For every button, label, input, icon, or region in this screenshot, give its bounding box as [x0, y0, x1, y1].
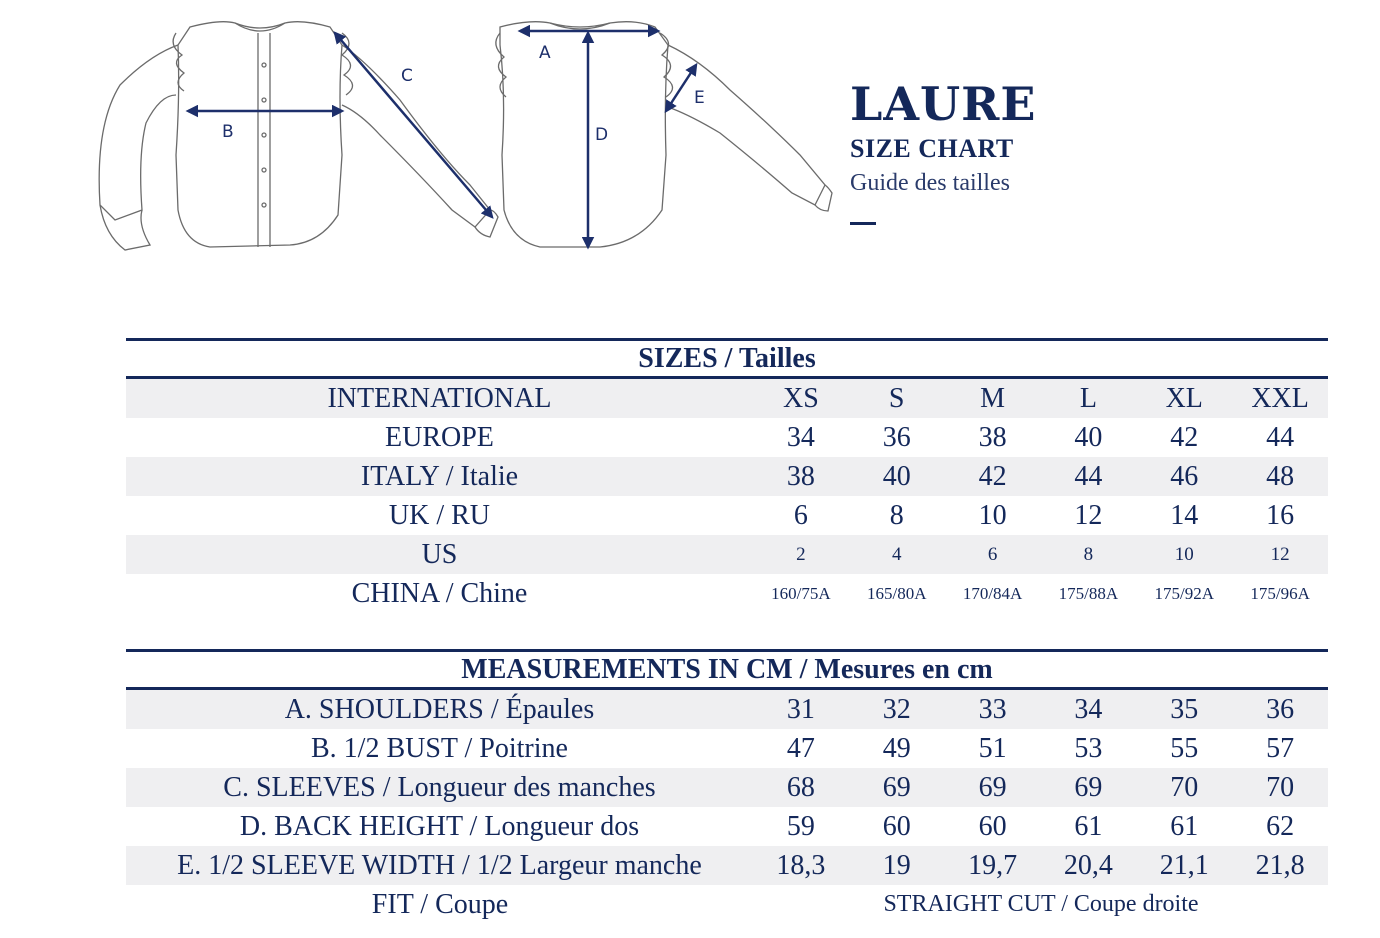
table-cell: 10	[978, 499, 1007, 531]
fit-row	[126, 885, 1328, 924]
table-cell: 44	[1266, 421, 1295, 453]
table-cell: 175/96A	[1250, 583, 1310, 603]
table-cell: 61	[1170, 810, 1199, 842]
table-row	[126, 574, 1328, 613]
label-c: C	[401, 66, 413, 86]
table-cell: 60	[978, 810, 1007, 842]
table-cell: 10	[1174, 543, 1194, 565]
table-cell: 57	[1266, 732, 1295, 764]
table-cell: 18,3	[776, 849, 826, 881]
row-label: B. 1/2 BUST / Poitrine	[310, 732, 568, 764]
row-label: E. 1/2 SLEEVE WIDTH / 1/2 Largeur manche	[177, 849, 702, 881]
table-row	[126, 768, 1328, 807]
table-cell: 42	[1170, 421, 1199, 453]
table-row	[126, 496, 1328, 535]
measurements-table	[126, 649, 1328, 924]
table-cell: 51	[978, 732, 1007, 764]
title-block	[850, 78, 1036, 225]
product-name: LAURE	[850, 77, 1037, 131]
table-cell: 59	[786, 810, 815, 842]
table-cell: 40	[882, 460, 911, 492]
label-a: A	[539, 43, 551, 63]
table-cell: 8	[889, 499, 904, 531]
table-cell: 40	[1074, 421, 1103, 453]
table-cell: 165/80A	[866, 583, 927, 603]
table-cell: 49	[882, 732, 911, 764]
table-cell: 8	[1083, 543, 1094, 565]
table-cell: M	[980, 382, 1006, 414]
table-cell: 69	[1074, 771, 1103, 803]
sizes-header: SIZES / Tailles	[638, 343, 816, 374]
measurements-header: MEASUREMENTS IN CM / Mesures en cm	[461, 654, 993, 685]
table-cell: 19	[882, 849, 911, 881]
table-cell: 20,4	[1063, 849, 1113, 881]
garment-diagram	[80, 5, 840, 270]
table-cell: 21,8	[1255, 849, 1305, 881]
measurements-rows	[126, 690, 1328, 885]
table-row	[126, 418, 1328, 457]
table-row	[126, 729, 1328, 768]
table-cell: 47	[786, 732, 815, 764]
table-cell: 34	[1074, 693, 1103, 725]
table-cell: 42	[978, 460, 1007, 492]
table-cell: L	[1079, 382, 1097, 414]
table-cell: 48	[1266, 460, 1295, 492]
row-label: CHINA / Chine	[351, 577, 528, 609]
table-cell: 12	[1270, 543, 1290, 565]
label-d: D	[595, 125, 609, 145]
row-label: C. SLEEVES / Longueur des manches	[223, 771, 656, 803]
table-cell: 36	[882, 421, 911, 453]
table-cell: S	[888, 382, 905, 414]
table-cell: 60	[882, 810, 911, 842]
table-cell: 16	[1266, 499, 1295, 531]
table-cell: 21,1	[1159, 849, 1209, 881]
size-chart-title-fr: Guide des tailles	[850, 170, 1010, 196]
table-cell: 12	[1074, 499, 1103, 531]
size-chart-title: SIZE CHART	[850, 134, 1014, 163]
row-label: D. BACK HEIGHT / Longueur dos	[239, 810, 640, 842]
table-row	[126, 807, 1328, 846]
table-cell: 44	[1074, 460, 1103, 492]
row-label: ITALY / Italie	[360, 460, 519, 492]
table-cell: 14	[1170, 499, 1199, 531]
sizes-table	[126, 338, 1328, 613]
table-cell: 19,7	[968, 849, 1018, 881]
fit-value: STRAIGHT CUT / Coupe droite	[883, 891, 1199, 917]
table-row	[126, 846, 1328, 885]
table-cell: 4	[891, 543, 902, 565]
table-cell: 46	[1170, 460, 1199, 492]
table-cell: 70	[1170, 771, 1199, 803]
table-cell: 35	[1170, 693, 1199, 725]
table-cell: XS	[782, 382, 819, 414]
sizes-rows	[126, 379, 1328, 613]
fit-label: FIT / Coupe	[371, 888, 509, 920]
table-cell: 32	[882, 693, 911, 725]
row-label: UK / RU	[388, 499, 491, 531]
row-label: EUROPE	[385, 421, 494, 453]
table-cell: 53	[1074, 732, 1103, 764]
table-cell: 69	[978, 771, 1007, 803]
table-row	[126, 379, 1328, 418]
measurement-letters	[222, 43, 705, 145]
table-cell: 34	[786, 421, 815, 453]
table-cell: 69	[882, 771, 911, 803]
table-row	[126, 690, 1328, 729]
table-cell: 38	[786, 460, 815, 492]
front-view-shirt	[99, 22, 498, 250]
table-row	[126, 535, 1328, 574]
table-cell: 61	[1074, 810, 1103, 842]
table-row	[126, 457, 1328, 496]
table-cell: XL	[1165, 382, 1203, 414]
table-cell: 33	[978, 693, 1007, 725]
table-cell: 6	[793, 499, 808, 531]
table-cell: 170/84A	[962, 583, 1023, 603]
table-cell: 36	[1266, 693, 1295, 725]
table-cell: 62	[1266, 810, 1295, 842]
table-cell: 160/75A	[771, 583, 831, 603]
table-cell: 70	[1266, 771, 1295, 803]
table-cell: 38	[978, 421, 1007, 453]
table-cell: 175/92A	[1154, 583, 1214, 603]
table-cell: 6	[987, 543, 998, 565]
table-cell: 31	[786, 693, 815, 725]
row-label: A. SHOULDERS / Épaules	[284, 693, 595, 725]
table-cell: 175/88A	[1058, 583, 1119, 603]
row-label: US	[421, 538, 458, 570]
table-cell: XXL	[1251, 382, 1309, 414]
row-label: INTERNATIONAL	[327, 382, 552, 414]
label-b: B	[222, 122, 234, 142]
label-e: E	[694, 88, 705, 108]
title-divider	[850, 222, 876, 225]
table-cell: 68	[786, 771, 815, 803]
table-cell: 55	[1170, 732, 1199, 764]
table-cell: 2	[796, 543, 806, 565]
